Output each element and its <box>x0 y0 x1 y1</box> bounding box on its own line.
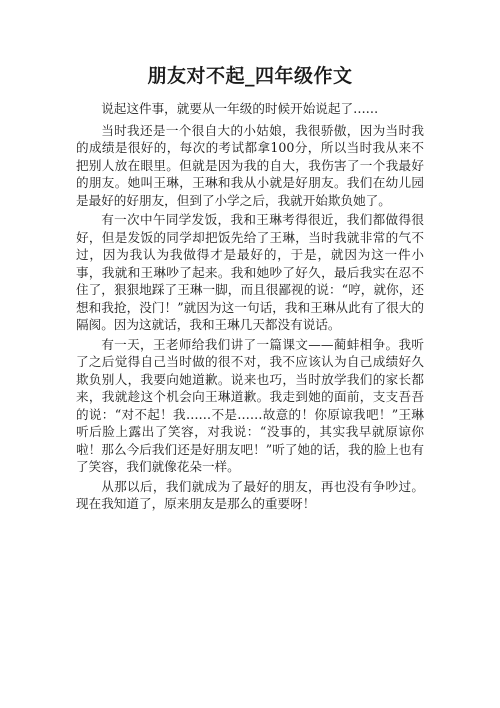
paragraph-opening: 说起这件事，就要从一年级的时候开始说起了…… <box>101 101 379 116</box>
paragraph-2: 有一次中午同学发饭，我和王琳考得很近，我们都做得很好，但是发饭的同学却把饭先给了王琳，当时我就非常的气不过，因为我认为我做得才是最好的，于是，就因为这一件小事，我就和王琳吵了起来。我和她吵了好久，最后我实在忍不住了，狠狠地踩了王琳一脚，而且很鄙视的说：“哼，就你，还想和我抢，没门！”就因为这一句话，我和王琳从此有了很大的隔阂。因为这就话，我和王琳几天都没有说话。 <box>76 212 424 332</box>
paragraph-1: 当时我还是一个很自大的小姑娘，我很骄傲，因为当时我的成绩是很好的，每次的考试都拿100分，所以当时我从来不把别人放在眼里。但就是因为我的自大，我伤害了一个我最好的朋友。她叫王琳，王琳和我从小就是好朋友。我们在幼儿园是最好的好朋友，但到了小学之后，我就开始欺负她了。 <box>76 122 424 208</box>
document-title: 朋友对不起_四年级作文 <box>147 65 353 87</box>
paragraph-4: 从那以后，我们就成为了最好的朋友，再也没有争吵过。现在我知道了，原来朋友是那么的重要呀！ <box>76 478 424 511</box>
paragraph-3: 有一天，王老师给我们讲了一篇课文——蔺蚌相争。我听了之后觉得自己当时做的很不对，我不应该认为自己成绩好久欺负别人，我要向她道歉。说来也巧，当时放学我们的家长都来，我就趁这个机会向王琳道歉。我走到她的面前，支支吾吾的说：“对不起！我……不是……故意的！你原谅我吧！”王琳听后脸上露出了笑容，对我说：“没事的，其实我早就原谅你啦！那么今后我们还是好朋友吧！”听了她的话，我的脸上也有了笑容，我们就像花朵一样。 <box>76 336 424 474</box>
